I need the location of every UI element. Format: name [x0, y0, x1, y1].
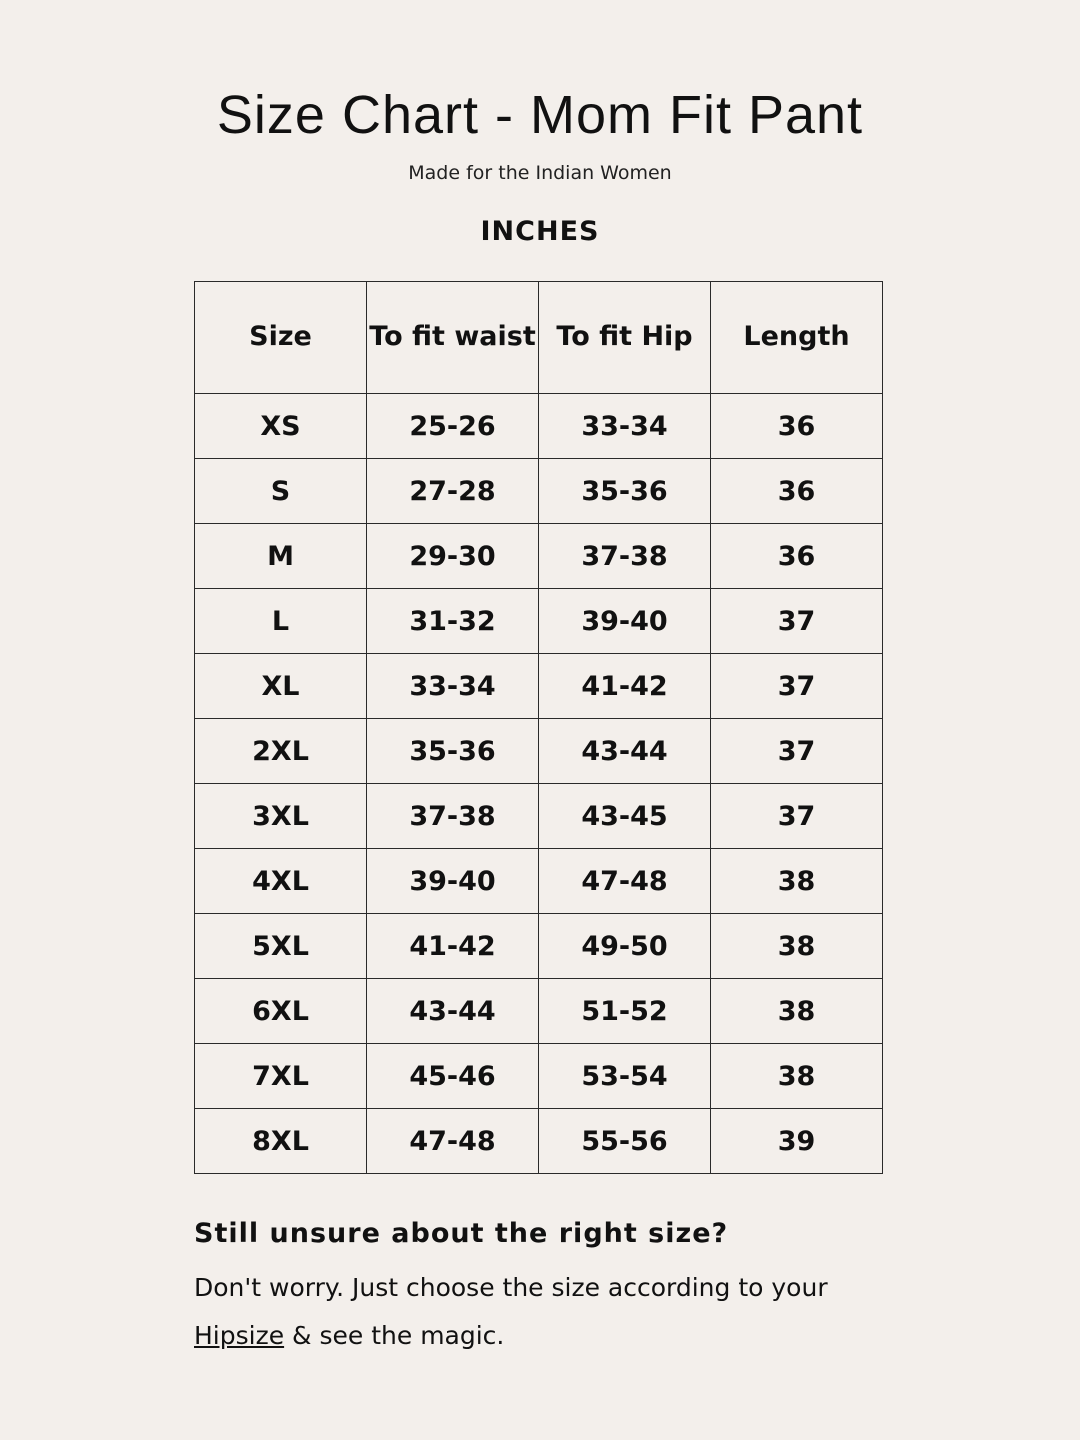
help-text-end: & see the magic.: [284, 1321, 505, 1350]
cell-waist: 25-26: [367, 394, 539, 459]
cell-waist: 35-36: [367, 719, 539, 784]
table-row: [195, 654, 883, 719]
cell-hip: 55-56: [539, 1109, 711, 1174]
column-header-size: Size: [195, 282, 367, 394]
help-heading: Still unsure about the right size?: [194, 1218, 729, 1249]
table-row: [195, 524, 883, 589]
cell-size: XS: [195, 394, 367, 459]
cell-hip: 43-44: [539, 719, 711, 784]
cell-size: 5XL: [195, 914, 367, 979]
cell-length: 38: [711, 979, 883, 1044]
cell-size: 4XL: [195, 849, 367, 914]
cell-waist: 41-42: [367, 914, 539, 979]
table-row: [195, 914, 883, 979]
cell-hip: 41-42: [539, 654, 711, 719]
unit-label: INCHES: [480, 216, 600, 247]
cell-waist: 33-34: [367, 654, 539, 719]
cell-size: XL: [195, 654, 367, 719]
cell-hip: 33-34: [539, 394, 711, 459]
cell-length: 37: [711, 654, 883, 719]
cell-hip: 37-38: [539, 524, 711, 589]
cell-length: 38: [711, 914, 883, 979]
table-row: [195, 719, 883, 784]
cell-size: 6XL: [195, 979, 367, 1044]
cell-hip: 35-36: [539, 459, 711, 524]
cell-waist: 37-38: [367, 784, 539, 849]
column-header-length: Length: [711, 282, 883, 394]
column-header-waist: To fit waist: [367, 282, 539, 394]
cell-length: 37: [711, 784, 883, 849]
cell-length: 38: [711, 1044, 883, 1109]
cell-length: 36: [711, 394, 883, 459]
cell-size: 7XL: [195, 1044, 367, 1109]
cell-size: 2XL: [195, 719, 367, 784]
cell-hip: 53-54: [539, 1044, 711, 1109]
help-text: [194, 1264, 894, 1360]
column-header-hip: To fit Hip: [539, 282, 711, 394]
cell-size: S: [195, 459, 367, 524]
cell-length: 37: [711, 589, 883, 654]
cell-waist: 29-30: [367, 524, 539, 589]
page-title: Size Chart - Mom Fit Pant: [216, 85, 864, 145]
cell-hip: 51-52: [539, 979, 711, 1044]
help-text-start: Don't worry. Just choose the size according to your: [194, 1273, 828, 1302]
page-subtitle: Made for the Indian Women: [408, 162, 672, 184]
cell-waist: 43-44: [367, 979, 539, 1044]
cell-size: M: [195, 524, 367, 589]
cell-hip: 39-40: [539, 589, 711, 654]
cell-hip: 43-45: [539, 784, 711, 849]
table-row: [195, 849, 883, 914]
cell-hip: 47-48: [539, 849, 711, 914]
cell-waist: 39-40: [367, 849, 539, 914]
cell-size: 8XL: [195, 1109, 367, 1174]
cell-size: 3XL: [195, 784, 367, 849]
cell-size: L: [195, 589, 367, 654]
cell-waist: 45-46: [367, 1044, 539, 1109]
cell-length: 37: [711, 719, 883, 784]
table-row: [195, 394, 883, 459]
table-row: [195, 979, 883, 1044]
cell-waist: 27-28: [367, 459, 539, 524]
table-row: [195, 1109, 883, 1174]
table-row: [195, 784, 883, 849]
table-header-row: [195, 282, 883, 394]
size-chart-table: [194, 281, 883, 1174]
table-row: [195, 589, 883, 654]
cell-length: 39: [711, 1109, 883, 1174]
cell-waist: 47-48: [367, 1109, 539, 1174]
cell-length: 38: [711, 849, 883, 914]
hipsize-link[interactable]: Hipsize: [194, 1321, 285, 1350]
cell-length: 36: [711, 524, 883, 589]
cell-hip: 49-50: [539, 914, 711, 979]
cell-length: 36: [711, 459, 883, 524]
table-row: [195, 1044, 883, 1109]
table-row: [195, 459, 883, 524]
cell-waist: 31-32: [367, 589, 539, 654]
